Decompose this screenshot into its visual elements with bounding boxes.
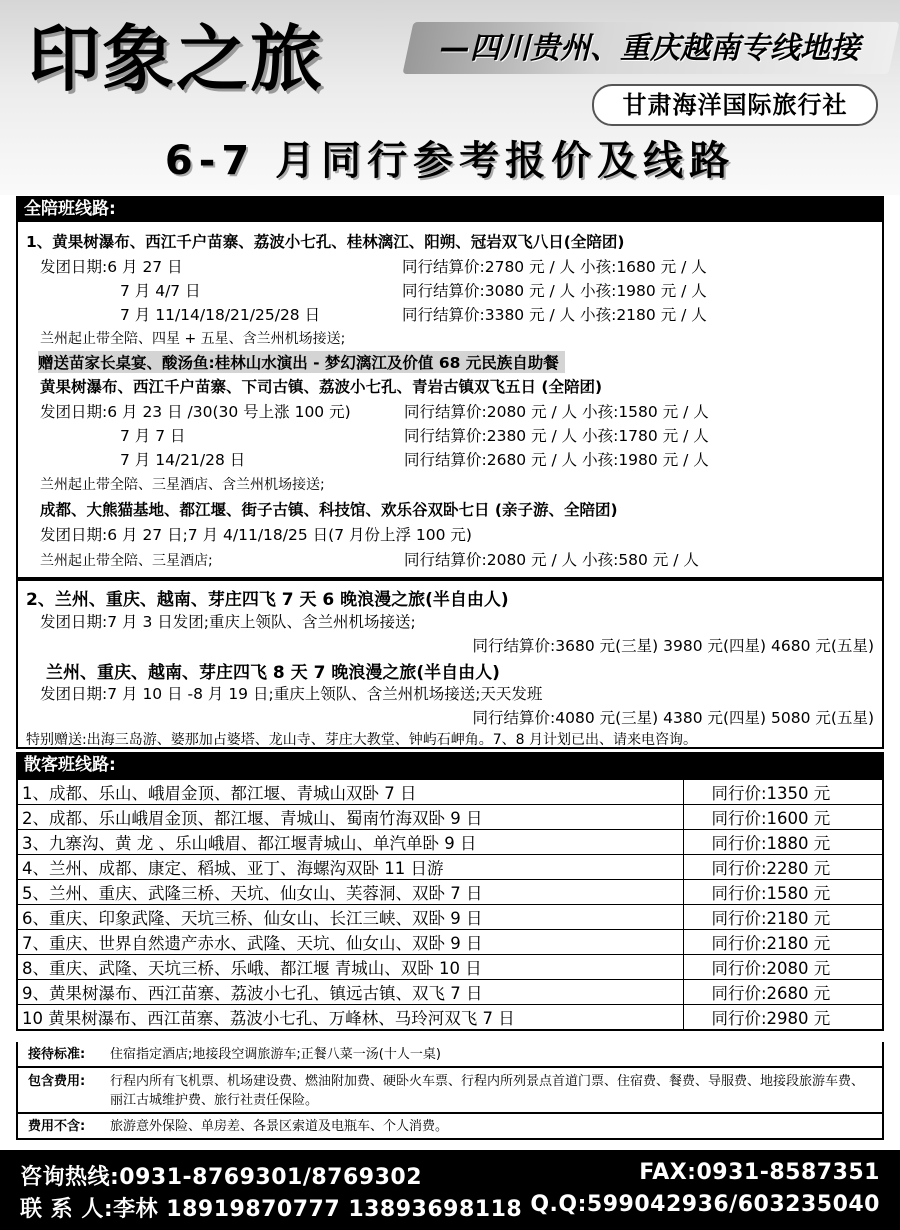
route-cell: 1、成都、乐山、峨眉金顶、都江堰、青城山双卧 7 日 <box>17 779 683 805</box>
table-row <box>17 930 883 955</box>
price-cell: 同行价:2080 元 <box>683 955 883 980</box>
route-cell: 10 黄果树瀑布、西江苗寨、荔波小七孔、万峰林、马玲河双飞 7 日 <box>17 1005 683 1031</box>
qq-number: Q.Q:599042936/603235040 <box>530 1192 880 1217</box>
departure-dates: 发团日期:6 月 27 日 <box>40 258 183 276</box>
table-row <box>17 779 883 805</box>
note-text: 住宿指定酒店;地接段空调旅游车;正餐八菜一汤(十人一桌) <box>110 1047 441 1062</box>
price-cell: 同行价:1580 元 <box>683 880 883 905</box>
tour-note: 兰州起止带全陪、三星酒店、含兰州机场接送; <box>40 477 325 493</box>
special-gift-note: 特别赠送:出海三岛游、婆那加占婆塔、龙山寺、芽庄大教堂、钟屿石岬角。7、8 月计划已出、请来电咨询。 <box>26 732 697 748</box>
table-row <box>17 905 883 930</box>
table-row <box>17 830 883 855</box>
price-line: 同行结算价:2080 元 / 人 小孩:580 元 / 人 <box>404 551 699 569</box>
scattered-routes-table <box>16 778 884 1031</box>
route-title: 兰州、重庆、越南、芽庄四飞 8 天 7 晚浪漫之旅(半自由人) <box>46 663 500 683</box>
price-line: 同行结算价:2780 元 / 人 小孩:1680 元 / 人 <box>402 258 707 276</box>
note-label: 包含费用: <box>28 1074 86 1089</box>
departure-dates: 7 月 14/21/28 日 <box>120 451 246 469</box>
route-title: 成都、大熊猫基地、都江堰、街子古镇、科技馆、欢乐谷双卧七日 (亲子游、全陪团) <box>40 501 618 519</box>
price-cell: 同行价:2980 元 <box>683 1005 883 1031</box>
route-cell: 4、兰州、成都、康定、稻城、亚丁、海螺沟双卧 11 日游 <box>17 855 683 880</box>
price-line: 同行结算价:3680 元(三星) 3980 元(四星) 4680 元(五星) <box>472 637 874 655</box>
brand-title: 印象之旅 <box>28 17 325 101</box>
note-text: 旅游意外保险、单房差、各景区索道及电瓶车、个人消费。 <box>110 1119 449 1134</box>
price-cell: 同行价:2180 元 <box>683 930 883 955</box>
page-headline: 6-7 月同行参考报价及线路 <box>164 138 736 184</box>
table-row <box>17 880 883 905</box>
full-tour-box <box>16 222 884 579</box>
departure-dates: 发团日期:7 月 10 日 -8 月 19 日;重庆上领队、含兰州机场接送;天天发班 <box>40 685 543 703</box>
excluded-fees-note <box>16 1114 884 1140</box>
route-title: 黄果树瀑布、西江千户苗寨、下司古镇、荔波小七孔、青岩古镇双飞五日 (全陪团) <box>40 378 603 396</box>
table-row <box>17 980 883 1005</box>
price-cell: 同行价:1880 元 <box>683 830 883 855</box>
route-cell: 3、九寨沟、黄 龙 、乐山峨眉、都江堰青城山、单汽单卧 9 日 <box>17 830 683 855</box>
contact-person: 联 系 人:李林 18919870777 13893698118 <box>20 1197 523 1222</box>
contact-footer <box>0 1150 900 1230</box>
note-label: 费用不含: <box>28 1119 86 1134</box>
price-line: 同行结算价:2680 元 / 人 小孩:1980 元 / 人 <box>404 451 709 469</box>
price-cell: 同行价:2180 元 <box>683 905 883 930</box>
semi-tour-box <box>16 579 884 749</box>
included-fees-note <box>16 1068 884 1114</box>
scattered-section-title: 散客班线路: <box>16 752 884 778</box>
price-line: 同行结算价:3080 元 / 人 小孩:1980 元 / 人 <box>402 282 707 300</box>
agency-name: 甘肃海洋国际旅行社 <box>592 84 878 126</box>
price-cell: 同行价:1600 元 <box>683 805 883 830</box>
note-label: 接待标准: <box>28 1047 86 1062</box>
route-cell: 2、成都、乐山峨眉金顶、都江堰、青城山、蜀南竹海双卧 9 日 <box>17 805 683 830</box>
price-line: 同行结算价:4080 元(三星) 4380 元(四星) 5080 元(五星) <box>472 709 874 727</box>
price-cell: 同行价:1350 元 <box>683 779 883 805</box>
price-line: 同行结算价:3380 元 / 人 小孩:2180 元 / 人 <box>402 306 707 324</box>
route-cell: 6、重庆、印象武隆、天坑三桥、仙女山、长江三峡、双卧 9 日 <box>17 905 683 930</box>
fax-number: FAX:0931-8587351 <box>639 1160 880 1185</box>
price-line: 同行结算价:2080 元 / 人 小孩:1580 元 / 人 <box>404 403 709 421</box>
table-row <box>17 955 883 980</box>
full-tour-section-title: 全陪班线路: <box>16 196 884 222</box>
route-cell: 7、重庆、世界自然遗产赤水、武隆、天坑、仙女山、双卧 9 日 <box>17 930 683 955</box>
price-cell: 同行价:2280 元 <box>683 855 883 880</box>
route-title: 1、黄果树瀑布、西江千户苗寨、荔波小七孔、桂林漓江、阳朔、冠岩双飞八日(全陪团) <box>26 233 625 251</box>
price-cell: 同行价:2680 元 <box>683 980 883 1005</box>
departure-dates: 7 月 7 日 <box>120 427 186 445</box>
departure-dates: 7 月 4/7 日 <box>120 282 201 300</box>
table-row <box>17 805 883 830</box>
route-cell: 9、黄果树瀑布、西江苗寨、荔波小七孔、镇远古镇、双飞 7 日 <box>17 980 683 1005</box>
note-text: 行程内所有飞机票、机场建设费、燃油附加费、硬卧火车票、行程内所列景点首道门票、住宿费、餐费、导服费、地接段旅游车费、丽江古城维护费、旅行社责任保险。 <box>110 1074 865 1108</box>
gift-highlight: 赠送苗家长桌宴、酸汤鱼:桂林山水演出 - 梦幻漓江及价值 68 元民族自助餐 <box>38 351 565 373</box>
hotline: 咨询热线:0931-8769301/8769302 <box>20 1165 423 1190</box>
slogan-text: —四川贵州、重庆越南专线地接 <box>440 31 860 66</box>
price-line: 同行结算价:2380 元 / 人 小孩:1780 元 / 人 <box>404 427 709 445</box>
route-cell: 8、重庆、武隆、天坑三桥、乐峨、都江堰 青城山、双卧 10 日 <box>17 955 683 980</box>
tour-note: 兰州起止带全陪、三星酒店; <box>40 553 213 569</box>
departure-dates: 发团日期:6 月 27 日;7 月 4/11/18/25 日(7 月份上浮 100 元) <box>40 526 472 544</box>
route-title: 2、兰州、重庆、越南、芽庄四飞 7 天 6 晚浪漫之旅(半自由人) <box>26 590 509 610</box>
departure-dates: 7 月 11/14/18/21/25/28 日 <box>120 306 321 324</box>
departure-dates: 发团日期:6 月 23 日 /30(30 号上涨 100 元) <box>40 403 351 421</box>
departure-dates: 发团日期:7 月 3 日发团;重庆上领队、含兰州机场接送; <box>40 613 416 631</box>
table-row <box>17 1005 883 1031</box>
service-standard-note <box>16 1042 884 1068</box>
route-cell: 5、兰州、重庆、武隆三桥、天坑、仙女山、芙蓉洞、双卧 7 日 <box>17 880 683 905</box>
tour-note: 兰州起止带全陪、四星 + 五星、含兰州机场接送; <box>40 331 346 347</box>
table-row <box>17 855 883 880</box>
